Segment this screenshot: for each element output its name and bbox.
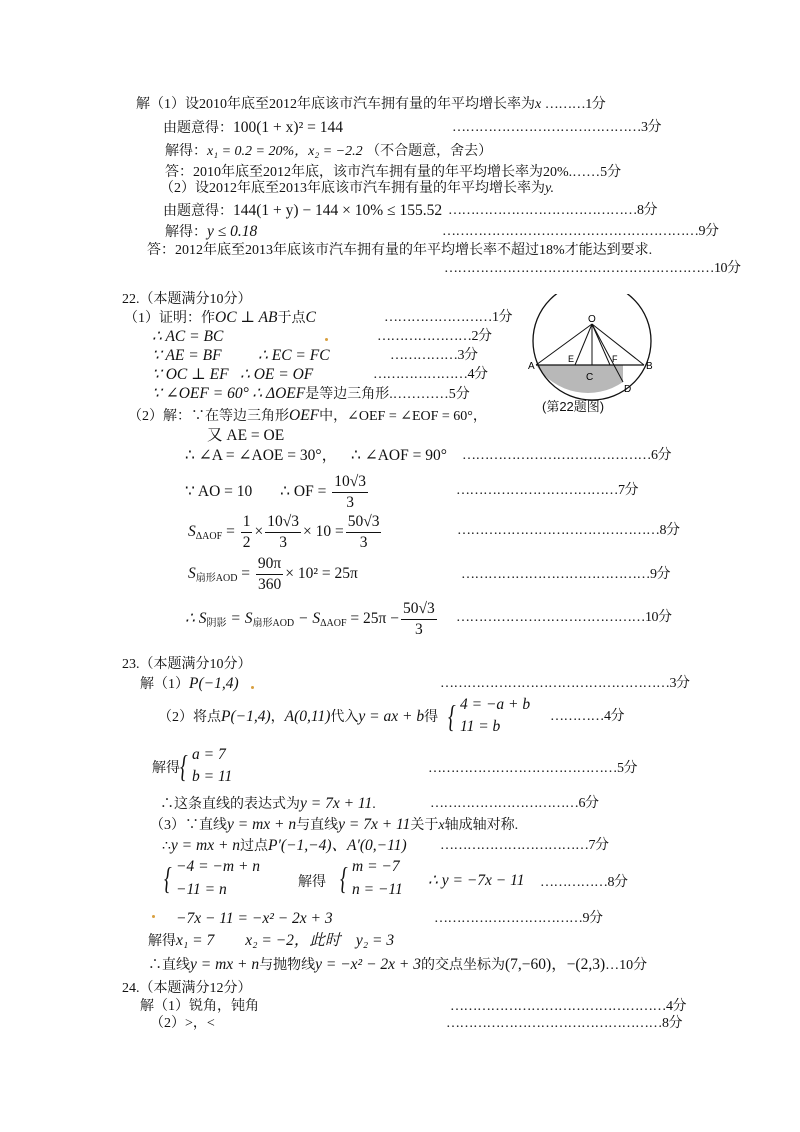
score: …………………4分 <box>373 367 488 382</box>
q23-text: 关于 <box>410 818 439 833</box>
q23-text: 过点 <box>240 839 269 854</box>
brace: { <box>448 698 456 734</box>
equation: 4 = −a + b <box>460 696 531 713</box>
q21-text: 解得： <box>165 144 207 159</box>
q21-line-8: 答：2012年底至2013年底该市汽车拥有量的年平均增长率不超过18%才能达到要求. <box>147 243 653 258</box>
equation: ∴ ∠A = ∠AOE = 30°， <box>185 447 338 464</box>
q22-line-5 <box>152 385 470 404</box>
q23-line-1 <box>140 675 239 694</box>
scan-speck <box>325 338 328 341</box>
numerator: 50√3 <box>401 599 437 620</box>
q23-text: 与直线 <box>296 818 339 833</box>
point-c: C <box>305 309 316 326</box>
equation: ∵ AO = 10 <box>185 483 253 500</box>
score: ……………………………………8分 <box>448 203 657 218</box>
q22-line-10: $S_{\Delta AOF}$ = $\frac{1}{2}$ × $\frac{10√3}{3}$ × 10 = $\frac{50√3}{3}$ <box>188 512 380 551</box>
equation: P(−1,4) <box>189 675 239 692</box>
question-23-title: 23.（本题满分10分） <box>122 657 252 672</box>
q23-line-4 <box>160 795 376 814</box>
numerator: 10√3 <box>332 472 368 493</box>
brace: { <box>180 748 188 784</box>
equation: y = 7x + 11 <box>300 795 373 812</box>
equation: y = ax + b <box>358 708 425 725</box>
equation: × 10 = <box>302 523 344 540</box>
q22-line-11: $S_{扇形AOD}$ = $\frac{90\pi}{360}$ × 10² = 25π <box>188 554 358 593</box>
equation: ∴ ∠AOF = 90° <box>350 447 447 464</box>
q21-line-7 <box>165 223 257 242</box>
q23-text: 与抛物线 <box>259 958 316 973</box>
label-a: A <box>528 361 535 372</box>
q21-text: 解（1）设2010年底至2012年底该市汽车拥有量的年平均增长率为 <box>136 97 535 112</box>
q23-text: . <box>372 797 376 812</box>
q21-line-6 <box>163 202 442 221</box>
score: …10分 <box>605 958 648 973</box>
score: ……………………………………6分 <box>462 448 671 463</box>
symbol-s: S <box>188 565 196 582</box>
q24-line-1: 解（1）锐角，钝角 <box>140 999 259 1014</box>
q23-text: （3）∵直线 <box>150 818 227 833</box>
figure-caption: (第22题图) <box>542 399 605 414</box>
note: （不合题意，舍去） <box>366 144 493 159</box>
q23-line-9 <box>148 932 394 951</box>
equation: 100(1 + x)² = 144 <box>233 119 343 136</box>
q21-text: 由题意得： <box>163 204 233 219</box>
score: ………1分 <box>544 97 606 112</box>
q21-text: 解得： <box>165 225 207 240</box>
equation: b = 11 <box>192 768 233 785</box>
q21-text: 由题意得： <box>163 121 233 136</box>
equation: y = mx + n <box>227 816 297 833</box>
equation: ∴ OF = <box>280 483 327 500</box>
equation: −11 = n <box>176 881 227 898</box>
score: …………4分 <box>550 709 624 724</box>
q22-text: （2）解：∵在等边三角形 <box>128 409 289 424</box>
q22-text: （1）证明：作 <box>124 311 215 326</box>
equation: = 25π − <box>350 610 399 627</box>
equation: n = −11 <box>352 881 403 898</box>
q23-text: 解得 <box>298 875 326 890</box>
score: ………………………………7分 <box>456 483 638 498</box>
equation: OC ⊥ AB <box>215 309 278 326</box>
subscript: 阴影 <box>206 618 227 629</box>
scan-speck <box>251 686 254 689</box>
score: …………………2分 <box>377 329 492 344</box>
q21-line-1 <box>136 96 605 114</box>
score: ……………………………7分 <box>440 838 609 853</box>
equation: y = 7x + 11 <box>338 816 411 833</box>
subscript: ΔAOF <box>195 531 223 542</box>
q21-text: （2）设2012年底至2013年底该市汽车拥有量的年平均增长率为 <box>160 181 545 196</box>
equation: 11 = b <box>460 718 501 735</box>
scan-speck <box>152 915 155 918</box>
equation: x₁ = 0.2 = 20%，x₂ = −2.2 <box>207 144 363 159</box>
equation: y = mx + n <box>190 956 260 973</box>
q23-line-5 <box>150 816 518 835</box>
label-d: D <box>624 384 632 395</box>
q23-line-2 <box>158 708 438 727</box>
denominator: 3 <box>346 493 354 511</box>
shaded-region <box>536 365 623 393</box>
brace: { <box>340 860 348 896</box>
score: ……………………………………5分 <box>428 761 637 776</box>
q23-text: 代入 <box>330 710 359 725</box>
score: ……………………………………10分 <box>456 610 672 625</box>
score: …………………………………………4分 <box>450 999 686 1014</box>
q22-line-9 <box>185 470 370 514</box>
q22-line-3b: ∴ EC = FC <box>258 347 330 364</box>
q23-text: 解得 <box>152 761 180 776</box>
equation: y = −x² − 2x + 3 <box>315 956 421 973</box>
fraction <box>332 472 368 513</box>
equation: OEF <box>289 407 320 424</box>
q22-line-2: ∴ AC = BC <box>152 328 224 345</box>
label-f: F <box>612 354 618 364</box>
question-24-title: 24.（本题满分12分） <box>122 981 252 996</box>
q23-text: 轴成轴对称. <box>444 818 519 833</box>
denominator: 2 <box>242 533 251 551</box>
q22-line-12 <box>185 597 439 641</box>
answer: (7,−60)，−(2,3) <box>505 956 606 973</box>
score: …………………………………………………9分 <box>442 224 719 239</box>
q23-line-10 <box>148 956 647 975</box>
var-x: x <box>438 818 445 833</box>
score: ……………………………9分 <box>434 911 603 926</box>
score: ……………………1分 <box>384 310 512 325</box>
score: ……………………………………………………10分 <box>444 261 741 276</box>
equation: x₁ = 7 x₂ = −2，此时 y₂ = 3 <box>176 932 395 949</box>
q23-text: ∴这条直线的表达式为 <box>160 797 300 812</box>
q23-text: （2）将点 <box>158 710 221 725</box>
q23-text: 的交点坐标为 <box>421 958 505 973</box>
denominator: 360 <box>257 575 282 593</box>
subscript: ΔAOF <box>320 618 347 629</box>
q23-text: ∴ <box>162 839 171 854</box>
equation: P(−1,4) <box>221 708 271 725</box>
equation: P′(−1,−4)、A′(0,−11) <box>268 837 407 854</box>
equation: ∴ y = −7x − 11 <box>428 872 525 889</box>
subscript: 扇形AOD <box>195 573 238 584</box>
q22-text: 于点 <box>277 311 306 326</box>
symbol-s: ∴ S <box>185 610 207 627</box>
q22-text: 中，∠OEF = ∠EOF = 60°， <box>319 409 487 424</box>
equation: A(0,11) <box>284 708 331 725</box>
brace: { <box>164 860 172 896</box>
subscript: 扇形AOD <box>252 618 295 629</box>
q22-line-4a: ∵ OC ⊥ EF <box>152 366 229 383</box>
equation: ∵ ∠OEF = 60° <box>152 385 249 402</box>
var-y: y. <box>545 181 554 196</box>
label-b: B <box>646 361 653 372</box>
equation: a = 7 <box>192 746 226 763</box>
score: ……………3分 <box>390 348 478 363</box>
equation: y = mx + n <box>170 837 241 854</box>
label-o: O <box>588 314 596 325</box>
q23-text: 解（1） <box>140 677 189 692</box>
score: ……………………………………3分 <box>452 120 661 135</box>
q24-line-2: （2）>，< <box>150 1016 215 1031</box>
q21-line-3 <box>165 143 492 161</box>
numerator: 50√3 <box>346 512 382 533</box>
fraction <box>401 599 437 640</box>
q21-line-4: 答：2010年底至2012年底，该市汽车拥有量的年平均增长率为20%.……5分 <box>165 165 622 180</box>
segment-of <box>592 324 610 365</box>
q22-line-1 <box>124 309 316 328</box>
segment-ob <box>592 324 644 365</box>
score: ……………………………………9分 <box>461 567 670 582</box>
var-x: x <box>535 97 542 112</box>
q21-line-2 <box>163 119 343 138</box>
figure-22 <box>528 294 668 420</box>
q22-line-7: 又 AE = OE <box>207 427 285 444</box>
q23-text: 得 <box>424 710 439 725</box>
equation: − S <box>298 610 321 627</box>
denominator: 3 <box>414 620 423 638</box>
fraction <box>241 512 253 553</box>
fraction <box>346 512 382 553</box>
q22-line-8 <box>185 447 447 465</box>
equation: −7x − 11 = −x² − 2x + 3 <box>176 910 333 927</box>
label-c: C <box>586 372 594 383</box>
score: ……………8分 <box>540 875 628 890</box>
numerator: 1 <box>241 512 253 533</box>
q23-line-6 <box>162 837 407 856</box>
q23-text: ∴直线 <box>148 958 190 973</box>
score: …………………………………………8分 <box>446 1016 682 1031</box>
equation: ∴ ΔOEF <box>252 385 306 402</box>
score: ……………………………………………3分 <box>440 676 690 691</box>
fraction <box>265 512 301 553</box>
score: ………………………………………8分 <box>457 523 680 538</box>
q22-line-4b: ∴ OE = OF <box>240 366 314 383</box>
q22-line-6 <box>128 407 487 426</box>
equation: −4 = −m + n <box>176 858 261 875</box>
q23-text: 解得 <box>148 934 176 949</box>
equation: = S <box>230 610 253 627</box>
q21-line-5 <box>160 180 554 198</box>
numerator: 10√3 <box>265 512 301 533</box>
q22-text: 是等边三角形.…………5分 <box>305 387 470 402</box>
denominator: 3 <box>279 533 287 551</box>
q23-text: ， <box>270 710 285 725</box>
equation: y ≤ 0.18 <box>207 223 258 240</box>
question-22-title: 22.（本题满分10分） <box>122 292 252 307</box>
q22-line-3a: ∵ AE = BF <box>152 347 222 364</box>
equation: m = −7 <box>352 858 400 875</box>
label-e: E <box>568 354 575 364</box>
numerator: 90π <box>256 554 283 575</box>
fraction <box>256 554 283 595</box>
symbol-s: S <box>188 523 196 540</box>
equation: × 10² = 25π <box>285 565 358 582</box>
denominator: 3 <box>359 533 368 551</box>
equation: 144(1 + y) − 144 × 10% ≤ 155.52 <box>233 202 443 219</box>
score: ……………………………6分 <box>430 796 599 811</box>
